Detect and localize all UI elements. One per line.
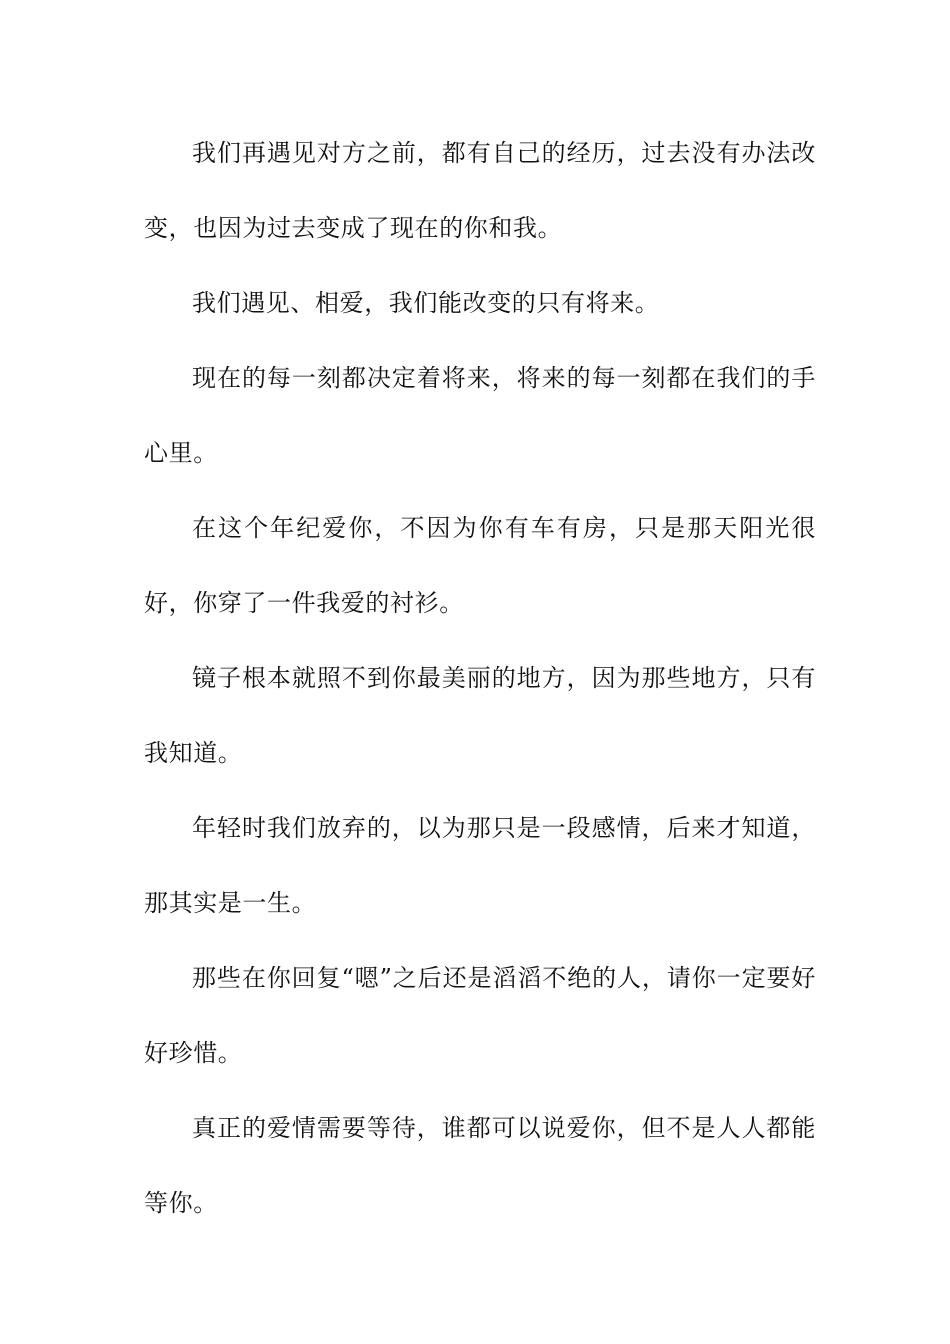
paragraph: 年轻时我们放弃的，以为那只是一段感情，后来才知道，那其实是一生。	[144, 814, 816, 917]
paragraph: 真正的爱情需要等待，谁都可以说爱你，但不是人人都能等你。	[144, 1114, 816, 1217]
document-body	[144, 116, 816, 1241]
paragraph: 我们遇见、相爱，我们能改变的只有将来。	[192, 289, 660, 317]
paragraph: 我们再遇见对方之前，都有自己的经历，过去没有办法改变，也因为过去变成了现在的你和我。	[144, 139, 816, 242]
paragraph: 在这个年纪爱你，不因为你有车有房，只是那天阳光很好，你穿了一件我爱的衬衫。	[144, 514, 816, 617]
paragraph: 现在的每一刻都决定着将来，将来的每一刻都在我们的手心里。	[144, 364, 816, 467]
paragraph: 镜子根本就照不到你最美丽的地方，因为那些地方，只有我知道。	[144, 664, 816, 767]
paragraph: 那些在你回复“嗯”之后还是滔滔不绝的人，请你一定要好好珍惜。	[144, 964, 816, 1067]
